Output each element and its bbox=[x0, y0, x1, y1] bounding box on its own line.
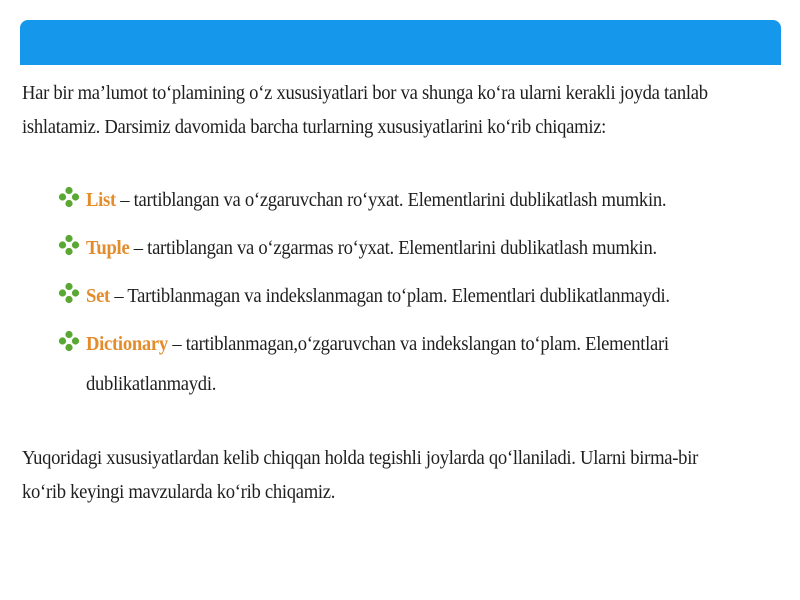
term-label: List bbox=[86, 189, 116, 211]
term-label: Tuple bbox=[86, 237, 130, 259]
four-point-star-icon bbox=[58, 282, 80, 304]
term-label: Set bbox=[86, 285, 110, 307]
term-description: – tartiblangan va o‘zgarmas ro‘yxat. Elementlarini dublikatlash mumkin. bbox=[129, 237, 657, 259]
header-bar bbox=[20, 20, 781, 65]
list-item-dictionary bbox=[58, 332, 758, 396]
outro-line-1: Yuqoridagi xususiyatlardan kelib chiqqan holda tegishli joylarda qo‘llaniladi. Ularni birma-bir bbox=[22, 447, 698, 469]
term-label: Dictionary bbox=[86, 333, 168, 355]
term-description: – tartiblanmagan,o‘zgaruvchan va indekslangan to‘plam. Elementlari bbox=[167, 333, 669, 355]
term-description: – tartiblangan va o‘zgaruvchan ro‘yxat. Elementlarini dublikatlash mumkin. bbox=[115, 189, 667, 211]
intro-line-1: Har bir ma’lumot to‘plamining o‘z xususiyatlari bor va shunga ko‘ra ularni kerakli joyda tanlab bbox=[22, 82, 708, 104]
outro-line-2: ko‘rib keyingi mavzularda ko‘rib chiqamiz. bbox=[22, 481, 336, 503]
list-item-tuple bbox=[58, 236, 758, 260]
four-point-star-icon bbox=[58, 234, 80, 256]
outro-paragraph bbox=[22, 441, 729, 509]
intro-line-2: ishlatamiz. Darsimiz davomida barcha turlarning xususiyatlarini ko‘rib chiqamiz: bbox=[22, 116, 607, 138]
term-description-continuation: dublikatlanmaydi. bbox=[86, 373, 217, 395]
intro-paragraph bbox=[22, 76, 729, 144]
list-item-set bbox=[58, 284, 758, 308]
list-item-list bbox=[58, 188, 758, 212]
term-description: – Tartiblanmagan va indekslanmagan to‘plam. Elementlari dublikatlanmaydi. bbox=[109, 285, 670, 307]
four-point-star-icon bbox=[58, 330, 80, 352]
collection-types-list bbox=[58, 188, 758, 420]
four-point-star-icon bbox=[58, 186, 80, 208]
